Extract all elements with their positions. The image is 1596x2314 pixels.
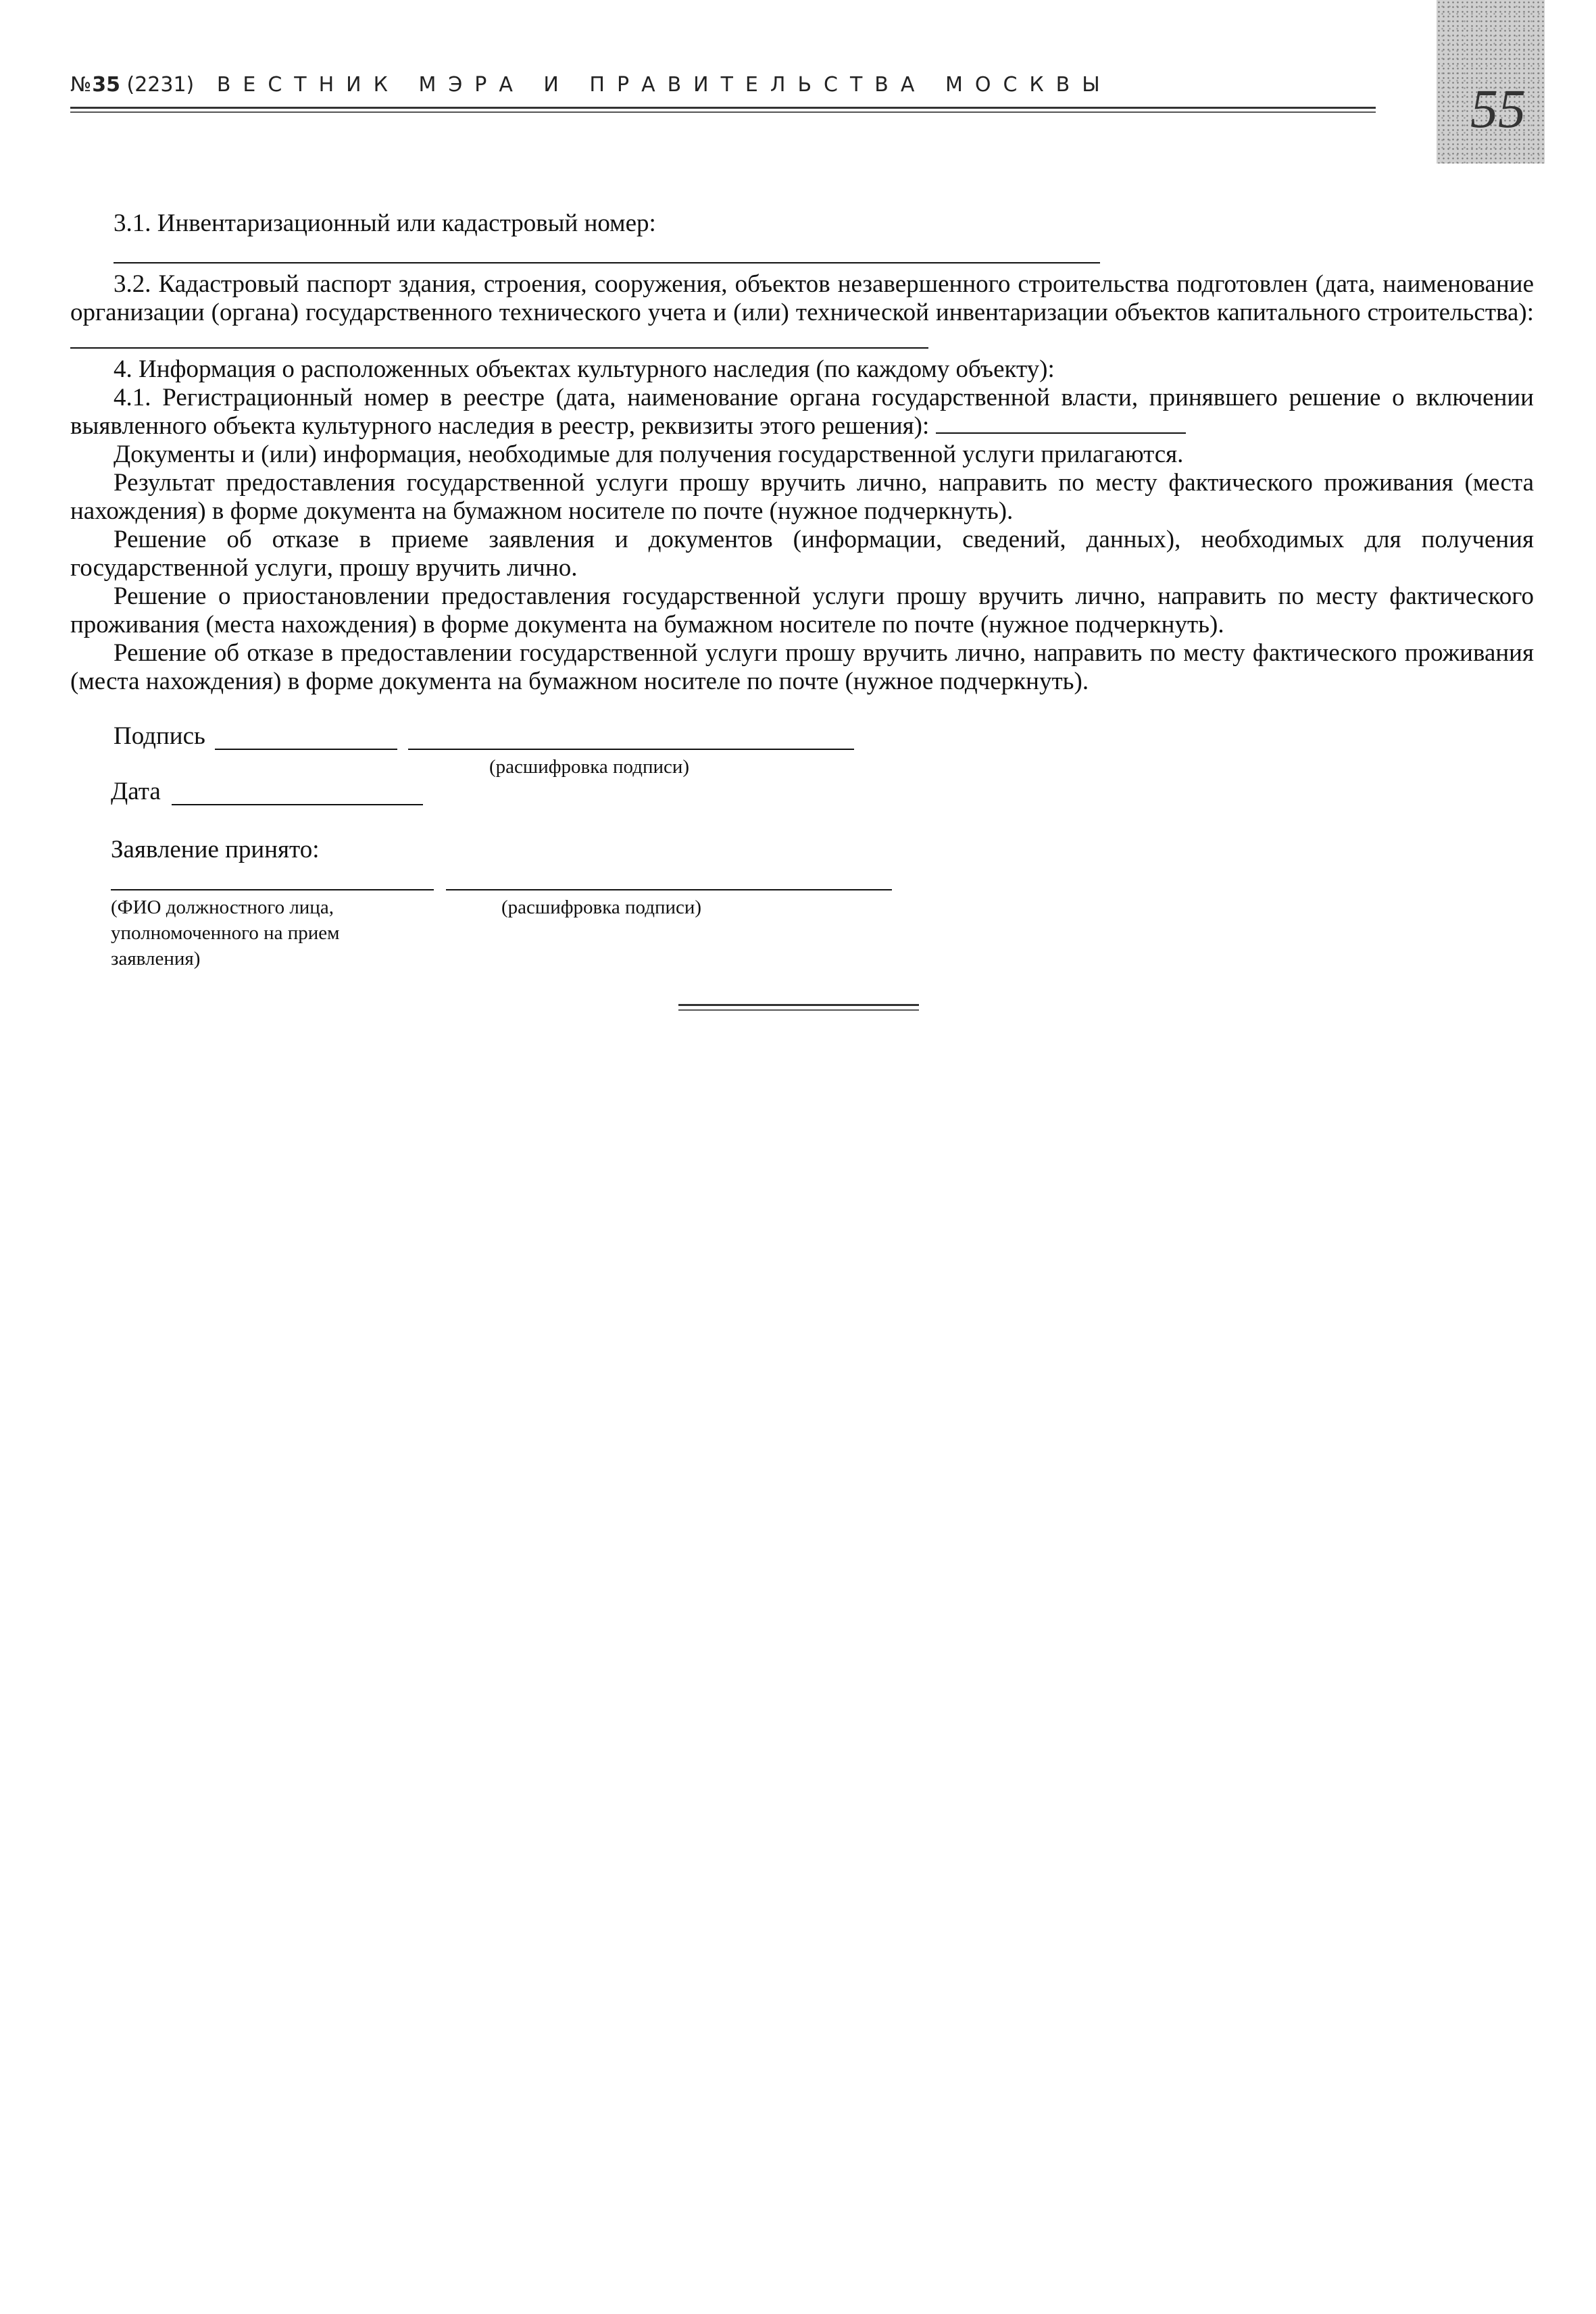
form-body <box>70 209 1534 696</box>
suspension-delivery: Решение о приостановлении предоставления государственной услуги прошу вручить лично, направить по месту фактического проживания (места нахождения) в форме документа на бумажном носителе по почте (нужное подчеркнуть). <box>70 582 1534 638</box>
signature-line <box>215 749 397 750</box>
signature-decoding-caption: (расшифровка подписи) <box>489 756 690 778</box>
documents-attached: Документы и (или) информация, необходимые для получения государственной услуги прилагаются. <box>114 441 1184 468</box>
item-4-1 <box>70 384 1534 441</box>
official-caption <box>111 895 340 972</box>
date-line <box>172 804 423 805</box>
official-caption-line-1: (ФИО должностного лица, <box>111 897 334 918</box>
refusal-service: Решение об отказе в предоставлении государственной услуги прошу вручить лично, направить по месту фактического проживания (места нахождения) в форме документа на бумажном носителе по почте (нужное подчеркнуть). <box>70 639 1534 695</box>
item-3-1 <box>70 209 1534 238</box>
page-number: 55 <box>1470 78 1526 139</box>
item-3-2 <box>70 270 1534 355</box>
cadastral-passport-blank <box>70 347 928 349</box>
item-3-1-blank-row <box>70 242 1534 270</box>
result-delivery: Результат предоставления государственной услуги прошу вручить лично, направить по месту фактического проживания (места нахождения) в форме документа на бумажном носителе по почте (нужное подчеркнуть). <box>70 469 1534 525</box>
official-name-line <box>111 889 434 890</box>
official-caption-line-2: уполномоченного на прием <box>111 922 340 944</box>
signature-label: Подпись <box>114 722 205 750</box>
number-sign: № <box>70 73 93 97</box>
date-label: Дата <box>111 778 161 805</box>
end-rule-secondary <box>678 1009 919 1011</box>
header-rule <box>70 107 1376 109</box>
official-decoding-caption: (расшифровка подписи) <box>501 897 702 918</box>
item-4-1-text: 4.1. Регистрационный номер в реестре (дата, наименование органа государственной власти, принявшего решение о включении выявленного объекта культурного наследия в реестр, реквизиты этого решения): <box>70 384 1534 440</box>
signature-decoding-line <box>408 749 854 750</box>
item-4: 4. Информация о расположенных объектах культурного наследия (по каждому объекту): <box>114 355 1055 383</box>
end-rule <box>678 1004 919 1006</box>
item-3-1-text: 3.1. Инвентаризационный или кадастровый номер: <box>114 209 656 237</box>
refusal-acceptance: Решение об отказе в приеме заявления и документов (информации, сведений, данных), необходимых для получения государственной услуги, прошу вручить лично. <box>70 526 1534 582</box>
issue-number: 35 <box>92 73 120 97</box>
official-caption-line-3: заявления) <box>111 948 201 970</box>
issue-total: (2231) <box>126 73 195 97</box>
item-3-2-text: 3.2. Кадастровый паспорт здания, строения, сооружения, объектов незавершенного строительства подготовлен (дата, наименование организации (органа) государственного технического учета и (или) технической инвентаризации объектов капитального строительства): <box>70 270 1534 326</box>
running-header <box>70 73 1112 97</box>
inventory-number-blank <box>114 261 1100 263</box>
application-accepted-label: Заявление принято: <box>111 836 320 863</box>
official-decoding-line <box>446 889 892 890</box>
registry-number-blank <box>936 432 1186 434</box>
header-rule-secondary <box>70 111 1376 113</box>
publication-title: ВЕСТНИК МЭРА И ПРАВИТЕЛЬСТВА МОСКВЫ <box>216 73 1112 97</box>
